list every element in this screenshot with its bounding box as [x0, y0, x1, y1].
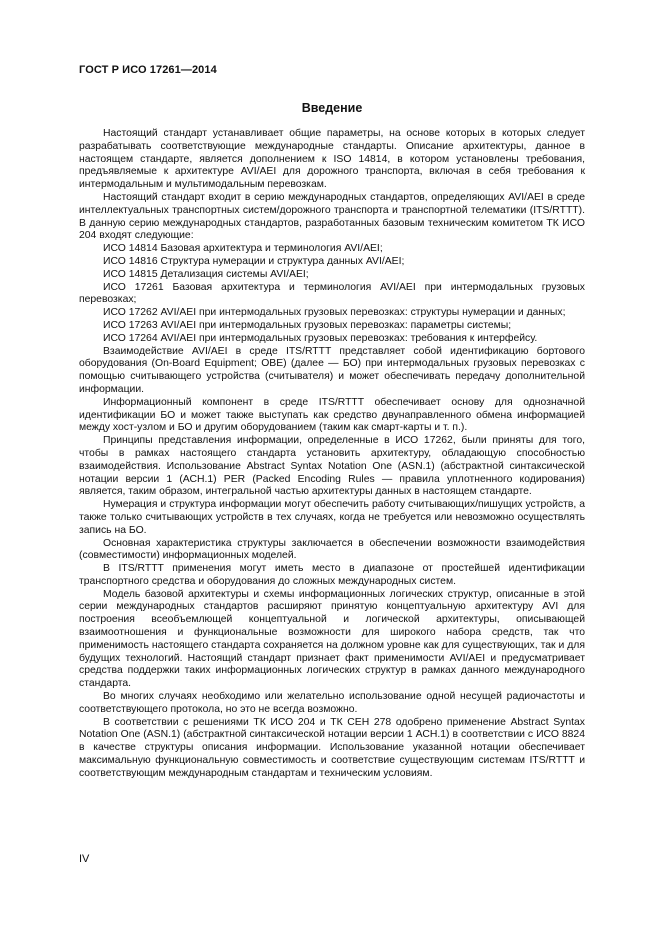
paragraph: Принципы представления информации, определенные в ИСО 17262, были приняты для того, чтобы в рамках настоящего стандарта установить архитектуру, обладающую способностью взаимодействия. Использование Abstract Syntax Notation One (ASN.1) (абстрактной синтаксической нотации версии 1 (АСН.1) PER (Packed Encoding Rules — правила уплотненного кодирования) является, таким образом, интегральной частью архитектуры данных в настоящем стандарте.	[79, 435, 585, 498]
paragraph: В ITS/RTTT применения могут иметь место в диапазоне от простейшей идентификации транспортного средства и оборудования до сложных международных систем.	[79, 563, 585, 587]
standard-list-item: ИСО 14814 Базовая архитектура и терминология AVI/AEI;	[103, 243, 383, 255]
standard-list-item: ИСО 17264 AVI/AEI при интермодальных грузовых перевозках: требования к интерфейсу.	[103, 332, 538, 344]
paragraph: Настоящий стандарт входит в серию международных стандартов, определяющих AVI/AEI в среде интеллектуальных транспортных систем/дорожного транспорта и транспортной телематики (ITS/RTTT). В данную серию международных стандартов, разработанных базовым техническим комитетом ТК ИСО 204 входят следующие:	[79, 191, 585, 242]
paragraph: Во многих случаях необходимо или желательно использование одной несущей радиочастоты и соответствующего протокола, но это не всегда возможно.	[79, 691, 585, 715]
paragraph: Основная характеристика структуры заключается в обеспечении возможности взаимодействия (совместимости) информационных моделей.	[79, 537, 585, 562]
body-text	[79, 128, 585, 781]
paragraph: Информационный компонент в среде ITS/RTTT обеспечивает основу для однозначной идентификации БО и может также выступать как средство двунаправленного обмена информацией между хост-узлом и БО и другим оборудованием (таким как смарт-карты и т. п.).	[79, 396, 585, 434]
paragraph: Нумерация и структура информации могут обеспечить работу считывающих/пишущих устройств, а также только считывающих устройств в тех случаях, когда не требуется или невозможно осуществлять запись на БО.	[79, 499, 585, 536]
paragraph: Модель базовой архитектуры и схемы информационных логических структур, описанные в этой серии международных стандартов расширяют принятую концептуальную архитектуру AVI для построения всеобъемлющей концептуальной и логической архитектуры, описывающей взаимоотношения и функциональные возможности для широкого набора средств, так что применимость настоящего стандарта сохраняется на должном уровне как для существующих, так и для будущих технологий. Настоящий стандарт признает факт применимости AVI/AEI и предусматривает средства поддержки таких информационных логических структур в рамках данного международного стандарта.	[79, 588, 585, 690]
standard-list-item: ИСО 17263 AVI/AEI при интермодальных грузовых перевозках: параметры системы;	[103, 319, 512, 331]
standard-list-item: ИСО 14816 Структура нумерации и структура данных AVI/AEI;	[103, 255, 405, 267]
page-number: IV	[79, 853, 90, 865]
paragraph: Настоящий стандарт устанавливает общие параметры, на основе которых в которых следует разрабатывать соответствующие международные стандарты. Описание архитектуры, данное в настоящем стандарте, является дополнением к ISO 14814, в котором установлены требования, предъявляемые к архитектуре AVI/AEI для дорожного транспорта, включая в себя требования к интермодальным и мультимодальным перевозкам.	[79, 128, 585, 191]
standard-list-item: ИСО 17261 Базовая архитектура и терминология AVI/AEI при интермодальных грузовых перевозках;	[79, 281, 585, 306]
standard-list-item: ИСО 17262 AVI/AEI при интермодальных грузовых перевозках: структуры нумерации и данных;	[103, 307, 566, 319]
paragraph: Взаимодействие AVI/AEI в среде ITS/RTTT представляет собой идентификацию бортового оборудования (On-Board Equipment; OBE) (далее — БО) при интермодальных грузовых перевозках с помощью считывающего устройства (считывателя) и может обеспечивать передачу дополнительной информации.	[79, 345, 585, 395]
section-title: Введение	[301, 101, 363, 115]
standard-list-item: ИСО 14815 Детализация системы AVI/AEI;	[103, 268, 309, 280]
document-header: ГОСТ Р ИСО 17261—2014	[79, 64, 217, 76]
paragraph: В соответствии с решениями ТК ИСО 204 и ТК СЕН 278 одобрено применение Abstract Syntax Notation One (ASN.1) (абстрактной синтаксической нотации версии 1 АСН.1) в соответствии с ИСО 8824 в качестве структуры описания информации. Использование указанной нотации обеспечивает максимальную функциональную совместимость и соответствие существующим системам ITS/RTTT и соответствующим международным стандартам и техническим условиям.	[79, 716, 585, 779]
